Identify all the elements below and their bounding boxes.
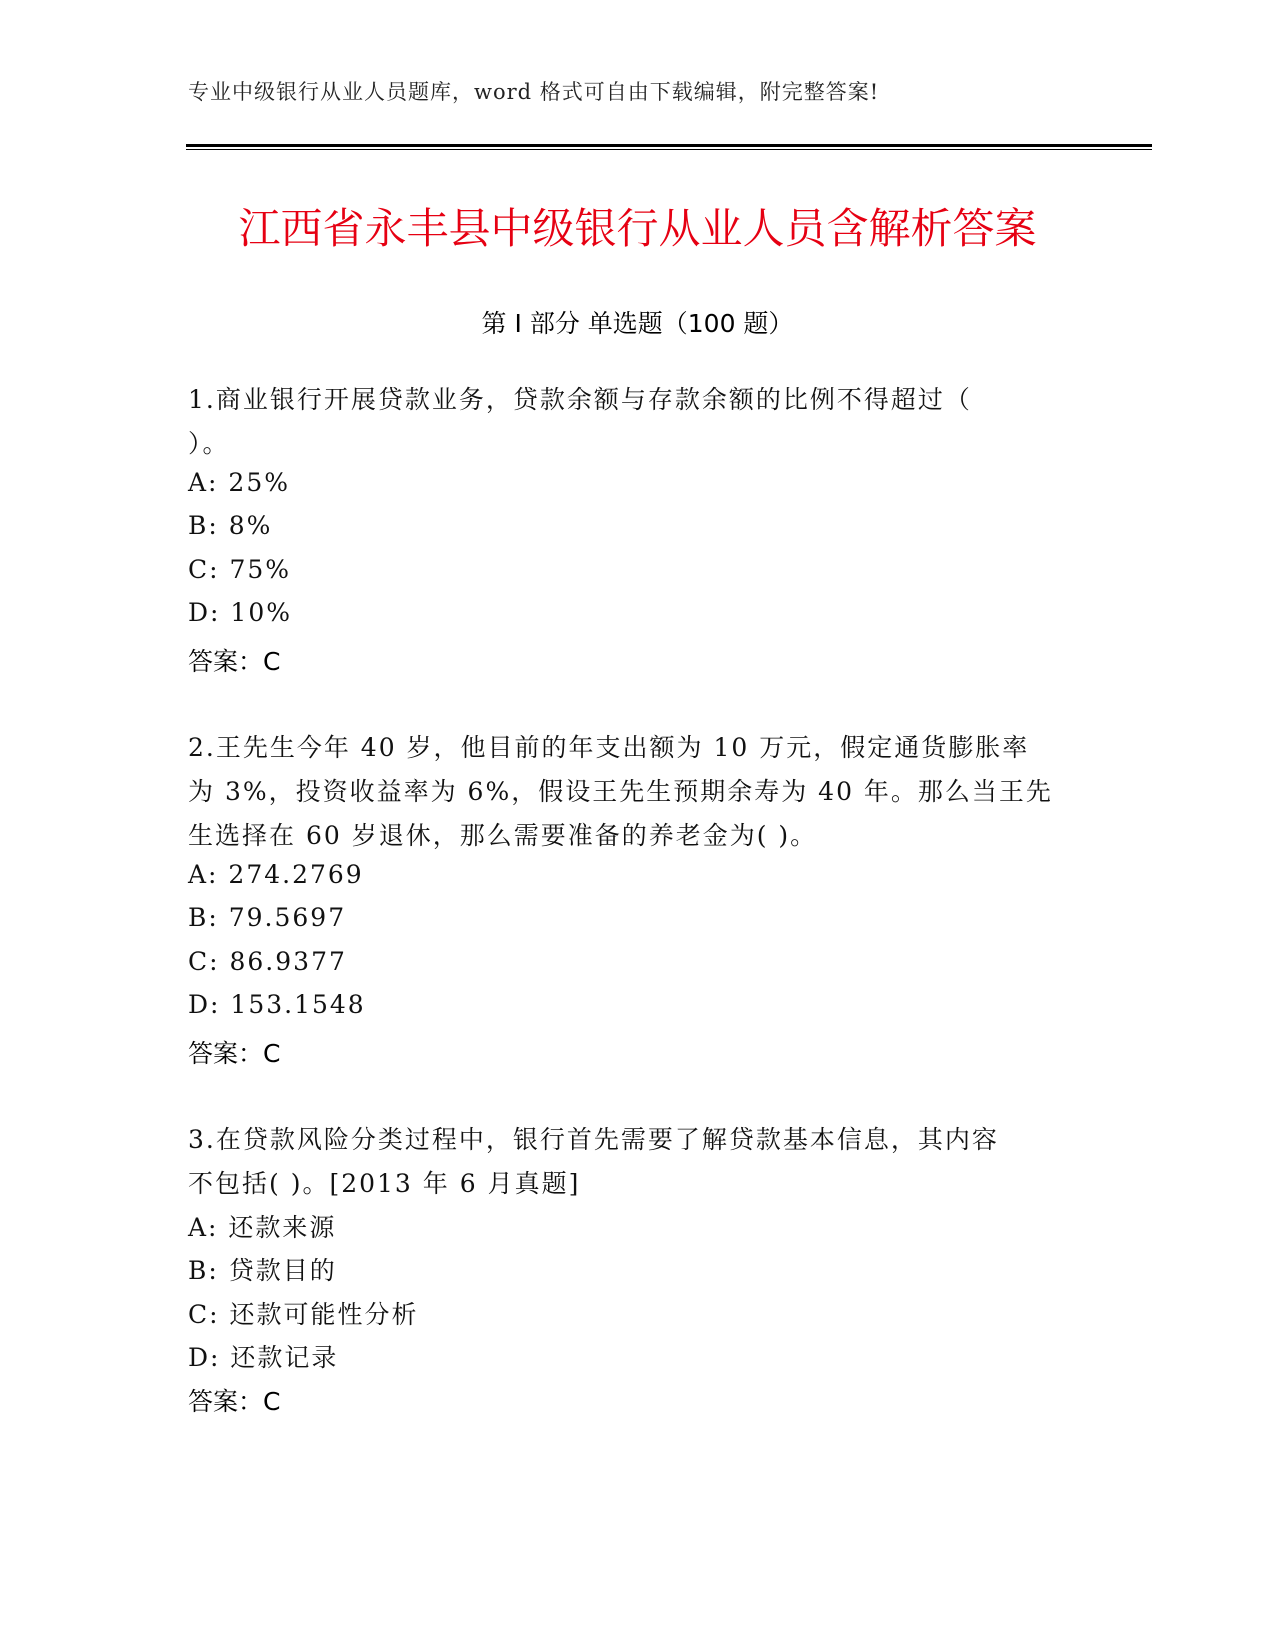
question-2-option-a: A: 274.2769 xyxy=(188,860,364,889)
question-1-option-c: C: 75% xyxy=(188,555,292,584)
document-title: 江西省永丰县中级银行从业人员含解析答案 xyxy=(238,204,1037,253)
question-2-answer: 答案：C xyxy=(188,1039,281,1068)
question-2-option-c: C: 86.9377 xyxy=(188,947,347,976)
question-1-option-d: D: 10% xyxy=(188,598,292,627)
question-1-text-line-1: 1.商业银行开展贷款业务，贷款余额与存款余额的比例不得超过（ xyxy=(188,385,972,414)
question-3-option-b: B: 贷款目的 xyxy=(188,1256,337,1285)
question-3-text-line-1: 3.在贷款风险分类过程中，银行首先需要了解贷款基本信息，其内容 xyxy=(188,1125,999,1154)
question-1-answer: 答案：C xyxy=(188,647,281,676)
question-2-text-line-3: 生选择在 60 岁退休，那么需要准备的养老金为( )。 xyxy=(188,821,818,850)
question-1-text-line-2: ）。 xyxy=(188,429,230,458)
question-3-option-d: D: 还款记录 xyxy=(188,1343,339,1372)
question-1-option-b: B: 8% xyxy=(188,511,273,540)
question-2-text-line-1: 2.王先生今年 40 岁，他目前的年支出额为 10 万元，假定通货膨胀率 xyxy=(188,733,1030,762)
section-title: 第 I 部分 单选题（100 题） xyxy=(481,309,794,338)
header-rule-thin xyxy=(186,149,1152,150)
question-2-option-b: B: 79.5697 xyxy=(188,903,347,932)
header-note: 专业中级银行从业人员题库，word 格式可自由下载编辑，附完整答案! xyxy=(188,80,880,104)
question-1-option-a: A: 25% xyxy=(188,468,290,497)
question-3-answer: 答案：C xyxy=(188,1387,281,1416)
question-3-text-line-2: 不包括( )。[2013 年 6 月真题] xyxy=(188,1169,581,1198)
header-rule-thick xyxy=(186,144,1152,147)
question-3-option-c: C: 还款可能性分析 xyxy=(188,1300,419,1329)
question-2-option-d: D: 153.1548 xyxy=(188,990,366,1019)
question-2-text-line-2: 为 3%，投资收益率为 6%，假设王先生预期余寿为 40 年。那么当王先 xyxy=(188,777,1053,806)
question-3-option-a: A: 还款来源 xyxy=(188,1213,337,1242)
